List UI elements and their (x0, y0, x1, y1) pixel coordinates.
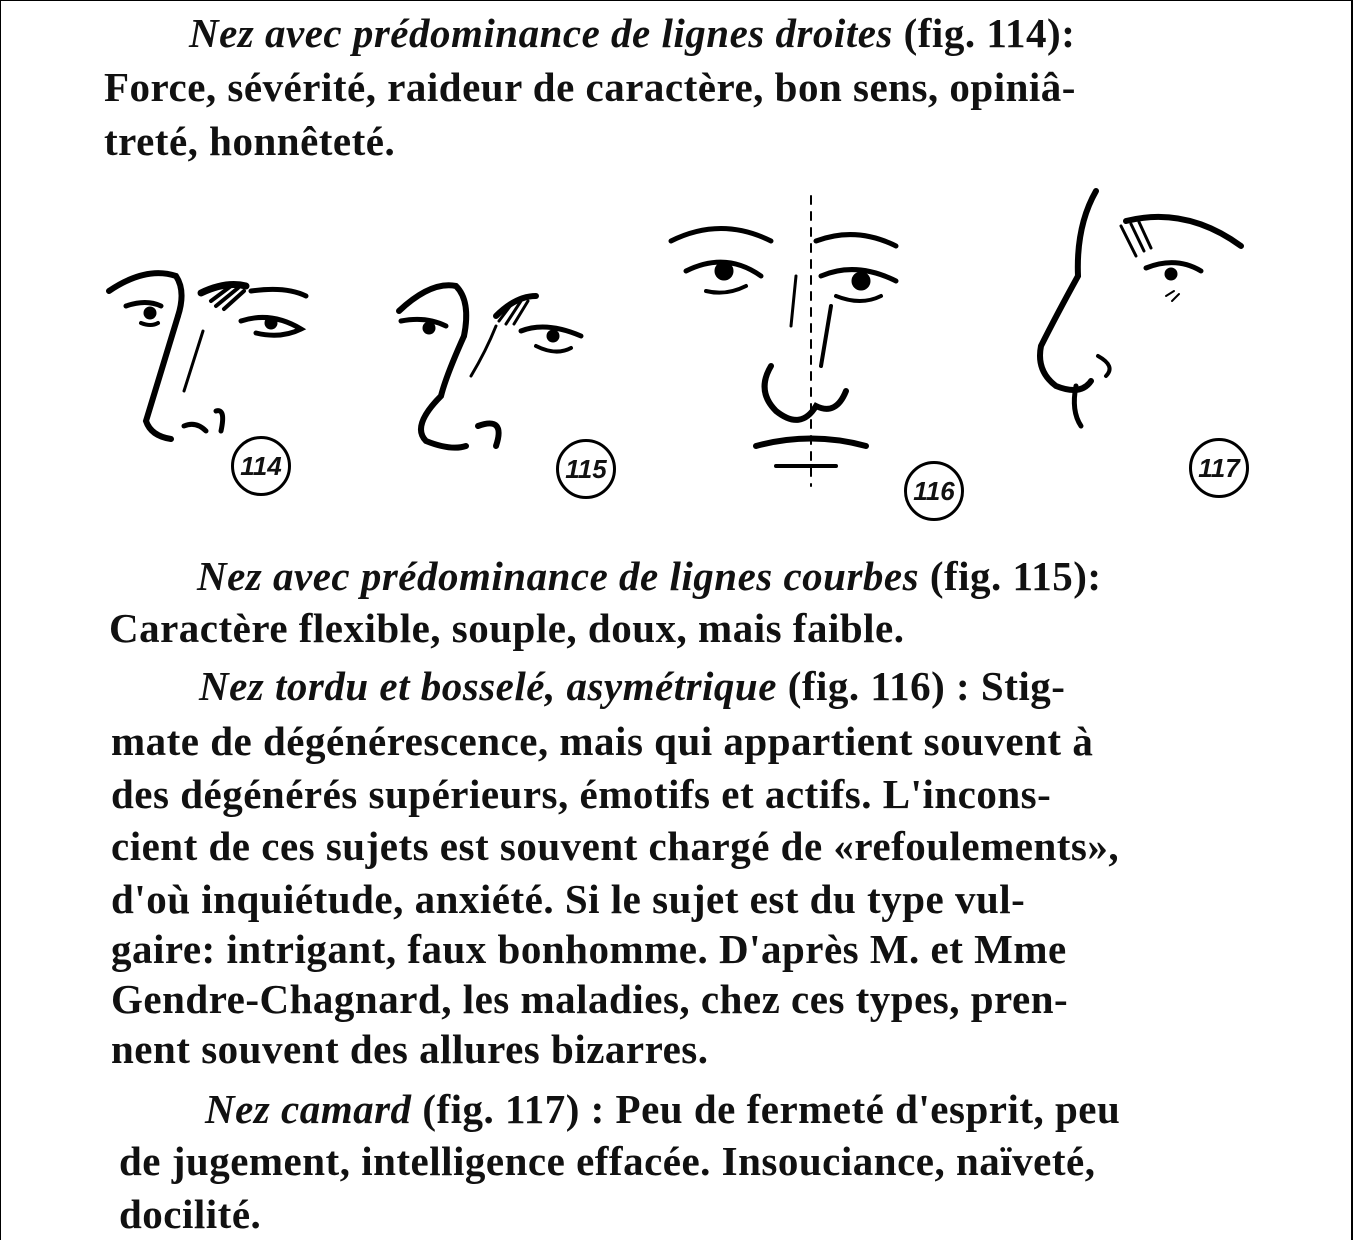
figure-number-117: 117 (1189, 438, 1249, 498)
section-115-text-line: Caractère flexible, souple, doux, mais faible. (109, 605, 905, 651)
section-114-heading: Nez avec prédominance de lignes droites (189, 10, 893, 56)
section-116-text-line: cient de ces sujets est souvent chargé de «refoulements», (111, 823, 1120, 869)
figures-illustration (101, 181, 1281, 521)
nose-straight-illustration (106, 261, 336, 451)
nose-snub-illustration (1026, 186, 1256, 446)
section-116-text-line: mate de dégénérescence, mais qui appartient souvent à (111, 718, 1094, 764)
section-116-text-line: d'où inquiétude, anxiété. Si le sujet est du type vul- (111, 876, 1026, 922)
section-114-text-line: treté, honnêteté. (104, 118, 396, 164)
section-117-text-line: de jugement, intelligence effacée. Insouciance, naïveté, (119, 1138, 1096, 1184)
section-114-heading-line (189, 10, 1076, 56)
figure-number-114: 114 (231, 436, 291, 496)
figure-number-116: 116 (904, 461, 964, 521)
nose-asymmetric-illustration (666, 196, 916, 486)
section-116-heading: Nez tordu et bosselé, asymétrique (199, 663, 777, 709)
nose-curved-illustration (396, 266, 626, 456)
section-115-heading-line (197, 553, 1102, 599)
figure-number-115: 115 (556, 439, 616, 499)
section-116-text-line: Gendre-Chagnard, les maladies, chez ces types, pren- (111, 976, 1069, 1022)
section-116-text-line: nent souvent des allures bizarres. (111, 1026, 709, 1072)
section-114-fig-ref: (fig. 114): (903, 10, 1076, 56)
section-117-heading: Nez camard (205, 1086, 412, 1132)
section-116-fig-ref: (fig. 116) : Stig- (787, 663, 1066, 709)
section-117-heading-line (205, 1086, 1121, 1132)
section-115-heading: Nez avec prédominance de lignes courbes (197, 553, 920, 599)
section-115-fig-ref: (fig. 115): (929, 553, 1102, 599)
section-116-text-line: des dégénérés supérieurs, émotifs et actifs. L'incons- (111, 771, 1052, 817)
section-114-text-line: Force, sévérité, raideur de caractère, bon sens, opiniâ- (104, 64, 1076, 110)
section-116-text-line: gaire: intrigant, faux bonhomme. D'après M. et Mme (111, 926, 1067, 972)
section-116-heading-line (199, 663, 1066, 709)
section-117-text-line: docilité. (119, 1191, 262, 1237)
section-117-fig-ref: (fig. 117) : Peu de fermeté d'esprit, peu (422, 1086, 1121, 1132)
